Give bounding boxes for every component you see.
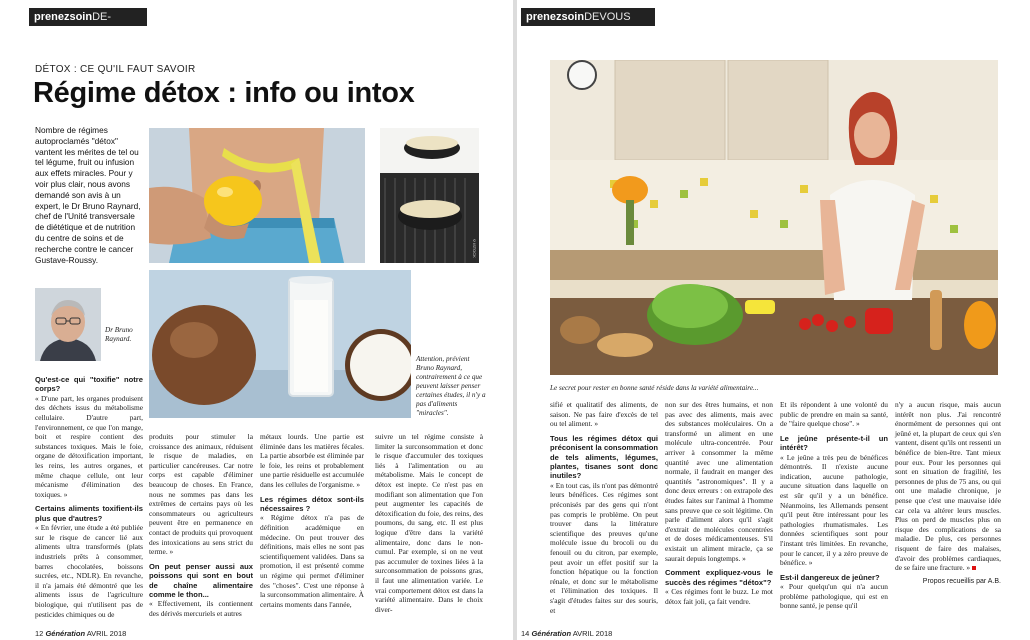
answer-text: sifié et qualitatif des aliments, de saison. Ne pas faire d'excès de tel ou tel aliment. » xyxy=(550,400,658,429)
question-heading: Est-il dangereux de jeûner? xyxy=(780,572,880,582)
question-heading: Le jeûne présente-t-il un intérêt? xyxy=(780,433,888,453)
sprouts-photo-credit: ©ISTOCK xyxy=(472,238,477,258)
signoff: Propos recueillis par A.B. xyxy=(922,577,1001,585)
answer-text: « D'une part, les organes produisent des déchets issus du métabolisme cellulaire. D'autre part, l'environnement, ce que l'on mange, boit et respire contient des substances toxiques. Mais le foie, organe de détoxification important, les reins, les autres organes, et même chaque cellule, ont leur mécanisme d'élimination des toxiques. » xyxy=(35,393,143,499)
text-column-8 xyxy=(895,400,1001,586)
answer-text: « En tout cas, ils n'ont pas démontré leurs bénéfices. Ces régimes sont préconisés par des gens qui n'ont pas compris le problème. On peut trouver dans la littérature scientifique des preuves qu'une molécule issue du brocoli ou du fenouil ou du citron, par exemple, peut avoir un effet positif sur la fonction hépatique ou la fonction rénale, et donc sur le métabolisme et l'élimination des toxiques. Il s'agit d'études faites sur des souris, et xyxy=(550,480,658,615)
portrait-caption: Dr Bruno Raynard. xyxy=(105,326,133,343)
doctor-portrait xyxy=(35,288,101,361)
answer-text: « Effectivement, ils contiennent des dérivés mercuriels et autres xyxy=(149,599,253,618)
doctor-portrait-illustration xyxy=(35,288,101,361)
question-heading: Certains aliments toxifient-ils plus que d'autres? xyxy=(35,504,143,523)
article-title: Régime détox : info ou intox xyxy=(33,77,415,109)
kitchen-woman-illustration xyxy=(550,60,998,375)
text-column-3 xyxy=(260,432,364,609)
question-heading: Tous les régimes détox qui préconisent la consommation de tels aliments, légumes, plantes, tisanes sont donc inutiles? xyxy=(550,433,658,481)
coconut-water-photo xyxy=(149,270,411,418)
page-number: 12 xyxy=(35,629,44,638)
article-kicker: DÉTOX : CE QU'IL FAUT SAVOIR xyxy=(35,64,196,75)
text-column-7 xyxy=(780,400,888,611)
magazine-name: Génération xyxy=(45,629,86,638)
section-tag xyxy=(29,8,147,26)
answer-text: « Pour quelqu'un qui n'a aucun problème pathologique, qui est en bonne santé, je pense qu'il xyxy=(780,582,888,611)
issue-date: AVRIL 2018 xyxy=(572,629,613,638)
text-column-6 xyxy=(665,400,773,606)
left-page xyxy=(0,0,513,640)
page-number: 14 xyxy=(521,629,530,638)
sprouts-illustration xyxy=(380,128,479,263)
article-photo-caption: Attention, prévient Bruno Raynard, contrairement à ce que peuvent laisser penser certaines études, il n'y a pas d'aliments "miracles". xyxy=(416,355,486,417)
waist-lemon-photo xyxy=(149,128,365,263)
answer-text: « Régime détox n'a pas de définition académique en médecine. On peut trouver des définitions, mais elles ne sont pas scientifiquement validées. Dans sa promotion, il est présenté comme un régime qui permet d'éliminer des "choses". C'est une réponse à la surconsommation alimentaire. À certains moments dans l'année, xyxy=(260,513,364,609)
article-intro: Nombre de régimes autoproclamés "détox" vantent les mérites de tel ou tel légume, fruit ou infusion aux effets miracles. Pour y voir plus clair, nous avons demandé son avis à un expert, le Dr Bruno Raynard, chef de l'Unité transversale de diététique et de nutrition du centre de soins et de recherche contre le cancer Gustave-Roussy. xyxy=(35,125,141,265)
question-heading: Les régimes détox sont-ils nécessaires ? xyxy=(260,494,364,513)
text-column-5 xyxy=(550,400,658,615)
answer-text xyxy=(895,400,1001,573)
kitchen-woman-photo xyxy=(550,60,998,375)
answer-text: métaux lourds. Une partie est éliminée dans les matières fécales. La partie absorbée est éliminée par le foie, les reins et probablement une partie résiduelle est accumulée dans les cellules de l'organisme. » xyxy=(260,432,364,489)
section-tag-main: prenezsoin xyxy=(34,11,93,23)
answer-text: produits pour stimuler la croissance des animaux, réduisent le risque de maladies, en particulier cancéreuses. Car notre corps est capable d'éliminer beaucoup de choses. En France, nous ne sommes pas dans les extrêmes de certains pays où les consommateurs ou agriculteurs peuvent être en permanence en contact de produits qui provoquent des intoxications au sens strict du terme. » xyxy=(149,432,253,557)
text-column-1 xyxy=(35,375,143,619)
answer-text: non sur des êtres humains, et non pas avec des aliments, mais avec des substances moléculaires. On a transformé un aliment en une molécule ultra-concentrée. Pour arriver à consommer la même quantité avec une alimentation normale, il faudrait en manger des quantités "astronomiques". Il y a donc deux erreurs : on extrapole des études faites sur l'animal à l'homme sans preuve que ce soit légitime. On parle d'aliment alors qu'il s'agit d'extrait de molécules concentrées et de doses médicamenteuses. S'il existait un aliment miracle, ça se saurait depuis longtemps. » xyxy=(665,400,773,563)
sprouts-photo xyxy=(380,128,479,263)
waist-lemon-illustration xyxy=(149,128,365,263)
answer-text: suivre un tel régime consiste à limiter la surconsommation et donc le risque d'accumuler des toxiques liés à l'alimentation ou au métabolisme. Mais le concept de détox est inepte. Ce n'est pas en modifiant son alimentation que l'on peut augmenter les capacités de détoxification du foie, des reins, des poumons, du sang, etc. Il est plus logique d'être dans la variété alimentaire, donc dans le non-cumul. Par exemple, si on ne veut pas accumuler de toxines liées à la surconsommation de poissons gras, il faut une alimentation variée. Le vrai comportement détox est dans la variété alimentaire. Dans le choix diver- xyxy=(375,432,483,614)
coconut-water-illustration xyxy=(149,270,411,418)
question-heading: Qu'est-ce qui "toxifie" notre corps? xyxy=(35,375,143,394)
question-heading: Comment expliquez-vous le succès des régimes "détox"? xyxy=(665,568,773,587)
issue-date: AVRIL 2018 xyxy=(86,629,127,638)
question-heading: On peut penser aussi aux poissons qui sont en bout de chaîne alimentaire comme le thon... xyxy=(149,561,253,599)
answer-text: « Le jeûne a très peu de bénéfices démontrés. Il n'existe aucune indication, aucune pathologie, aucune situation dans laquelle on est sûr qu'il y a un bénéfice. Néanmoins, les Allemands pensent qu'il peut être intéressant pour les pathologies rhumatismales. Les données scientifiques sont pour l'instant très limitées. En revanche, pour le cancer, il y a zéro preuve de bénéfice. » xyxy=(780,452,888,568)
magazine-name: Génération xyxy=(531,629,572,638)
closing-answer-text: n'y a aucun risque, mais aucun intérêt non plus. J'ai rencontré énormément de personnes qui ont jeûné et, la plupart de ceux qui s'en vantent, disent qu'ils ont ressenti un bénéfice de bien-être. Tant mieux pour eux. Pour les personnes qui sont en situation de fragilité, les personnes de plus de 75 ans, ou qui ont une maladie chronique, je pense que c'est une mauvaise idée car cela va altérer leurs muscles. Plus on perd de muscles plus on risque des complications de sa maladie. De plus, ces personnes risquent de faire des malaises, d'avoir des problèmes cardiaques, de se faire une fracture. » xyxy=(895,400,1001,573)
end-mark xyxy=(972,566,976,570)
section-tag-accent: DE- xyxy=(92,11,112,23)
text-column-2 xyxy=(149,432,253,619)
section-tag-main: prenezsoin xyxy=(526,11,585,23)
section-tag-accent: DEVOUS xyxy=(584,11,631,23)
section-tag xyxy=(521,8,655,26)
answer-text: « En février, une étude a été publiée sur le risque de cancer lié aux aliments ultra transformés (plats industriels prêts à consommer, barres chocolatées, boissons sucrées, etc., NDLR). En revanche, il n'a jamais été démontré que les aliments issus de l'agriculture biologique, qui n'utilisent pas de pesticides chimiques ou de xyxy=(35,523,143,619)
answer-text: Et ils répondent à une volonté du public de prendre en main sa santé, de "faire quelque chose". » xyxy=(780,400,888,429)
right-page xyxy=(517,0,1030,640)
main-photo-caption: Le secret pour rester en bonne santé réside dans la variété alimentaire... xyxy=(550,384,759,392)
text-column-4 xyxy=(375,432,483,614)
answer-text: « Ces régimes font le buzz. Le mot détox fait joli, ça fait vendre. xyxy=(665,586,773,606)
page-footer xyxy=(521,629,612,638)
page-footer xyxy=(35,629,126,638)
